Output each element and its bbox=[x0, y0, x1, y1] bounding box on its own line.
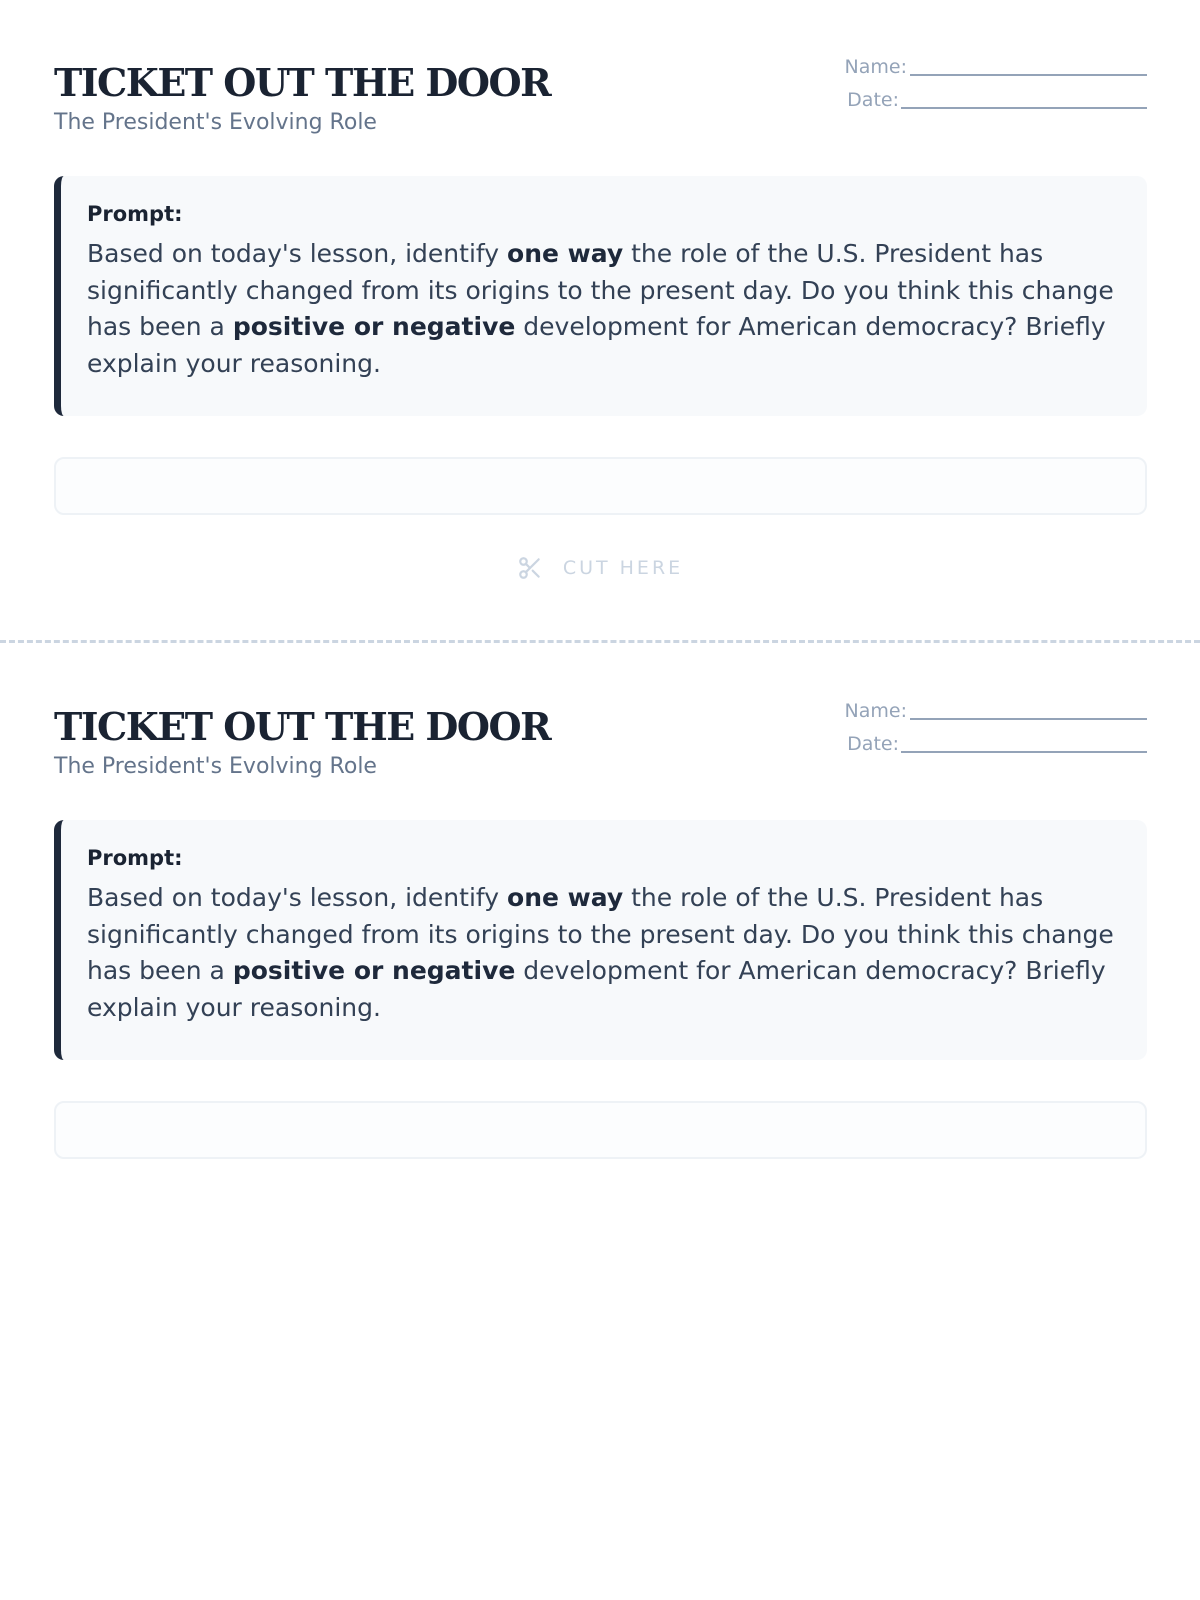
answer-box[interactable] bbox=[54, 1101, 1147, 1159]
cut-line bbox=[0, 640, 1200, 643]
ticket-bottom bbox=[54, 700, 1147, 1159]
prompt-text-segment: development for American democracy? Briefly explain your reasoning. bbox=[87, 312, 1106, 378]
prompt-box bbox=[54, 820, 1147, 1060]
prompt-text-segment: development for American democracy? Briefly explain your reasoning. bbox=[87, 956, 1106, 1022]
name-field[interactable] bbox=[827, 700, 1147, 733]
cut-indicator bbox=[0, 555, 1200, 585]
prompt-emphasis: positive or negative bbox=[232, 312, 516, 341]
ticket-title: TICKET OUT THE DOOR bbox=[54, 704, 551, 749]
date-label: Date: bbox=[847, 733, 899, 755]
ticket-top bbox=[54, 56, 1147, 515]
ticket-subtitle: The President's Evolving Role bbox=[54, 754, 377, 779]
prompt-label: Prompt: bbox=[87, 202, 183, 226]
prompt-emphasis: positive or negative bbox=[232, 956, 516, 985]
prompt-text-segment: Based on today's lesson, identify bbox=[87, 239, 508, 268]
ticket-header bbox=[54, 56, 1147, 176]
date-line[interactable] bbox=[901, 107, 1147, 109]
date-field[interactable] bbox=[827, 733, 1147, 766]
prompt-label: Prompt: bbox=[87, 846, 183, 870]
prompt-text-segment: the role of the U.S. President has significantly changed from its origins to the present day. Do you think this change has been a bbox=[87, 883, 1114, 985]
date-line[interactable] bbox=[901, 751, 1147, 753]
name-label: Name: bbox=[844, 700, 907, 722]
ticket-subtitle: The President's Evolving Role bbox=[54, 110, 377, 135]
name-label: Name: bbox=[844, 56, 907, 78]
student-fields bbox=[827, 700, 1147, 766]
prompt-text bbox=[87, 880, 1117, 1026]
ticket-title: TICKET OUT THE DOOR bbox=[54, 60, 551, 105]
student-fields bbox=[827, 56, 1147, 122]
date-field[interactable] bbox=[827, 89, 1147, 122]
name-field[interactable] bbox=[827, 56, 1147, 89]
ticket-header bbox=[54, 700, 1147, 820]
prompt-text-segment: Based on today's lesson, identify bbox=[87, 883, 508, 912]
name-line[interactable] bbox=[910, 74, 1147, 76]
date-label: Date: bbox=[847, 89, 899, 111]
prompt-box bbox=[54, 176, 1147, 416]
prompt-text-segment: the role of the U.S. President has significantly changed from its origins to the present day. Do you think this change has been a bbox=[87, 239, 1114, 341]
scissors-icon bbox=[517, 555, 543, 581]
prompt-emphasis: one way bbox=[507, 883, 624, 912]
cut-label: CUT HERE bbox=[562, 557, 684, 579]
prompt-text bbox=[87, 236, 1117, 382]
prompt-emphasis: one way bbox=[507, 239, 624, 268]
name-line[interactable] bbox=[910, 718, 1147, 720]
answer-box[interactable] bbox=[54, 457, 1147, 515]
